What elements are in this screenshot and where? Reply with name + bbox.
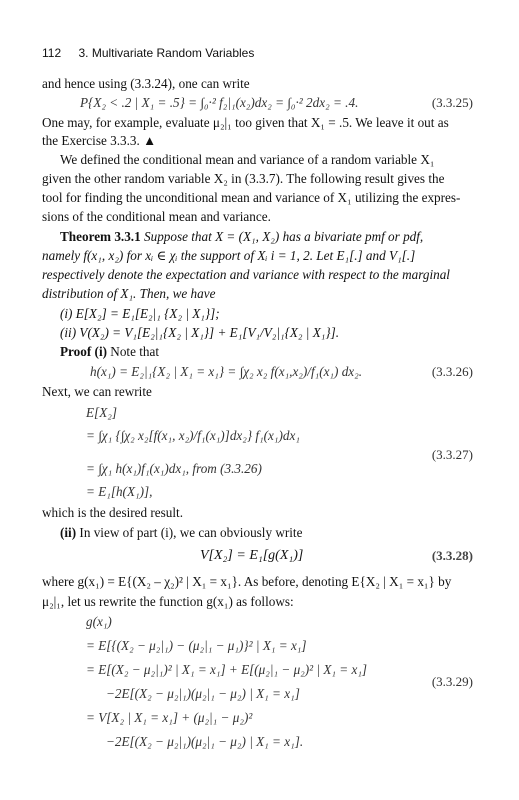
- proof-text: Note that: [107, 344, 160, 359]
- theorem-text: Suppose that X = (X₁, X₂) has a bivariate pmf or pdf,: [140, 229, 424, 244]
- text-line: We defined the conditional mean and variance of a random variable X₁: [60, 152, 435, 167]
- text-line: Next, we can rewrite: [42, 384, 152, 399]
- text-line: μ₂|₁, let us rewrite the function g(x₁) as follows:: [42, 594, 294, 609]
- equation-3-3-25: P{X₂ < .2 | X₁ = .5} = ∫₀·² f₂|₁(x₂)dx₂ = ∫₀·² 2dx₂ = .4.: [80, 95, 359, 110]
- equation-number: (3.3.25): [431, 95, 473, 110]
- equation-number: (3.3.28): [431, 548, 473, 563]
- text-line: where g(x₁) = E{(X₂ – χ₂)² | X₁ = x₁}. As before, denoting E{X₂ | X₁ = x₁} by: [42, 574, 452, 589]
- part-ii-label: (ii): [60, 525, 77, 540]
- chapter-title: 3. Multivariate Random Variables: [78, 46, 255, 60]
- equation-number: (3.3.29): [431, 674, 473, 689]
- theorem-part-ii: (ii) V(X₂) = V₁[E₂|₁{X₂ | X₁}] + E₁[V₁/V₂|₁{X₂ | X₁}].: [60, 325, 340, 340]
- theorem-line: distribution of X₁. Then, we have: [42, 286, 216, 301]
- equation-3-3-29-line: −2E[(X₂ − μ₂|₁)(μ₂|₁ − μ₂) | X₁ = x₁]: [106, 686, 300, 701]
- text-line: the Exercise 3.3.3. ▲: [42, 133, 157, 148]
- equation-3-3-29-line: = V[X₂ | X₁ = x₁] + (μ₂|₁ − μ₂)²: [86, 710, 253, 725]
- theorem-line: respectively denote the expectation and variance with respect to the marginal: [42, 267, 450, 282]
- equation-3-3-27-line: = E₁[h(X₁)],: [86, 484, 153, 499]
- theorem-line: namely f(x₁, x₂) for xᵢ ∈ χᵢ the support of Xᵢ i = 1, 2. Let E₁[.] and V₁[.]: [42, 248, 416, 263]
- equation-3-3-29-line: −2E[(X₂ − μ₂|₁)(μ₂|₁ − μ₂) | X₁ = x₁].: [106, 734, 304, 749]
- equation-3-3-29-line: = E[(X₂ − μ₂|₁)² | X₁ = x₁] + E[(μ₂|₁ − μ₂)² | X₁ = x₁]: [86, 662, 368, 677]
- text-line: sions of the conditional mean and variance.: [42, 209, 271, 224]
- equation-number: (3.3.27): [431, 447, 473, 462]
- text-line: tool for finding the unconditional mean and variance of X₁ utilizing the expres-: [42, 190, 461, 205]
- equation-3-3-28: V[X₂] = E₁[g(X₁)]: [200, 548, 304, 563]
- text-line: [60, 525, 302, 541]
- equation-3-3-27-line: = ∫χ₁ h(x₁)f₁(x₁)dx₁, from (3.3.26): [86, 461, 262, 476]
- equation-3-3-29-line: g(x₁): [86, 614, 112, 629]
- equation-3-3-27-line: E[X₂]: [86, 405, 117, 420]
- equation-3-3-26: h(x₁) = E₂|₁{X₂ | X₁ = x₁} = ∫χ₂ x₂ f(x₁,x₂)/f₁(x₁) dx₂.: [90, 364, 363, 379]
- text-line: and hence using (3.3.24), one can write: [42, 76, 250, 91]
- theorem-line: [60, 229, 423, 245]
- theorem-part-i: (i) E[X₂] = E₁[E₂|₁ {X₂ | X₁}];: [60, 306, 220, 321]
- text-line: which is the desired result.: [42, 505, 183, 520]
- proof-line: [60, 344, 159, 360]
- equation-3-3-29-line: = E[{(X₂ − μ₂|₁) − (μ₂|₁ − μ₁)}² | X₁ = x₁]: [86, 638, 307, 653]
- proof-label: Proof (i): [60, 344, 107, 359]
- text-line: given the other random variable X₂ in (3.3.7). The following result gives the: [42, 171, 445, 186]
- part-ii-text: In view of part (i), we can obviously write: [76, 525, 303, 540]
- running-header: [42, 46, 254, 60]
- equation-3-3-27-line: = ∫χ₁ {∫χ₂ x₂[f(x₁, x₂)/f₁(x₁)]dx₂} f₁(x₁)dx₁: [86, 428, 300, 443]
- equation-number: (3.3.26): [431, 364, 473, 379]
- page-number: 112: [42, 46, 62, 60]
- text-line: One may, for example, evaluate μ₂|₁ too given that X₁ = .5. We leave it out as: [42, 115, 449, 130]
- theorem-label: Theorem 3.3.1: [60, 229, 141, 244]
